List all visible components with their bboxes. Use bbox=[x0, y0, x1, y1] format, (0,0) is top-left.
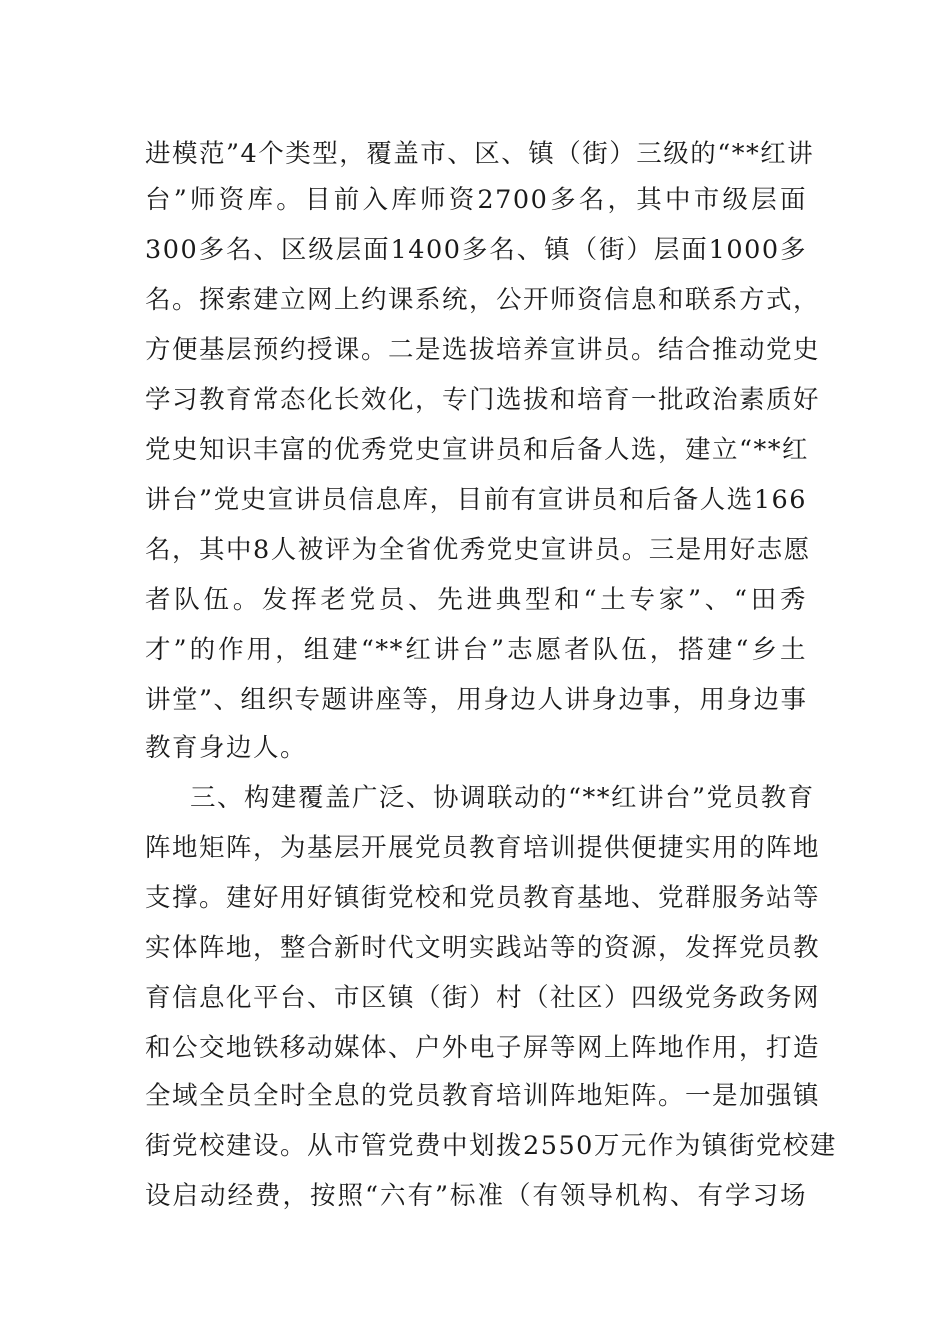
text-line: 教育身边人。 bbox=[145, 733, 308, 763]
text-line: 学习教育常态化长效化，专门选拔和培育一批政治素质好 bbox=[145, 385, 821, 415]
text-line: 街党校建设。从市管党费中划拨2550万元作为镇街党校建 bbox=[145, 1131, 837, 1161]
text-line: 才”的作用，组建“**红讲台”志愿者队伍，搭建“乡土 bbox=[145, 635, 807, 665]
text-line: 全域全员全时全息的党员教育培训阵地矩阵。一是加强镇 bbox=[145, 1081, 821, 1111]
text-line: 设启动经费，按照“六有”标准（有领导机构、有学习场 bbox=[145, 1181, 807, 1211]
text-line: 讲堂”、组织专题讲座等，用身边人讲身边事，用身边事 bbox=[145, 685, 808, 715]
text-line: 育信息化平台、市区镇（街）村（社区）四级党务政务网 bbox=[145, 983, 821, 1013]
text-line: 支撑。建好用好镇街党校和党员教育基地、党群服务站等 bbox=[145, 883, 821, 913]
paragraph-start-line: 三、构建覆盖广泛、协调联动的“**红讲台”党员教育 bbox=[190, 783, 815, 813]
text-line: 进模范”4个类型，覆盖市、区、镇（街）三级的“**红讲 bbox=[145, 139, 815, 169]
text-line: 阵地矩阵，为基层开展党员教育培训提供便捷实用的阵地 bbox=[145, 833, 821, 863]
text-line: 讲台”党史宣讲员信息库，目前有宣讲员和后备人选166 bbox=[145, 485, 807, 515]
text-line: 和公交地铁移动媒体、户外电子屏等网上阵地作用，打造 bbox=[145, 1033, 821, 1063]
text-line: 名，其中8人被评为全省优秀党史宣讲员。三是用好志愿 bbox=[145, 535, 811, 565]
text-line: 台”师资库。目前入库师资2700多名，其中市级层面 bbox=[145, 185, 807, 215]
text-line: 党史知识丰富的优秀党史宣讲员和后备人选，建立“**红 bbox=[145, 435, 810, 465]
text-line: 方便基层预约授课。二是选拔培养宣讲员。结合推动党史 bbox=[145, 335, 821, 365]
text-line: 者队伍。发挥老党员、先进典型和“土专家”、“田秀 bbox=[145, 585, 807, 615]
text-line: 实体阵地，整合新时代文明实践站等的资源，发挥党员教 bbox=[145, 933, 821, 963]
text-line: 300多名、区级层面1400多名、镇（街）层面1000多 bbox=[145, 235, 807, 265]
text-line: 名。探索建立网上约课系统，公开师资信息和联系方式， bbox=[145, 285, 821, 315]
